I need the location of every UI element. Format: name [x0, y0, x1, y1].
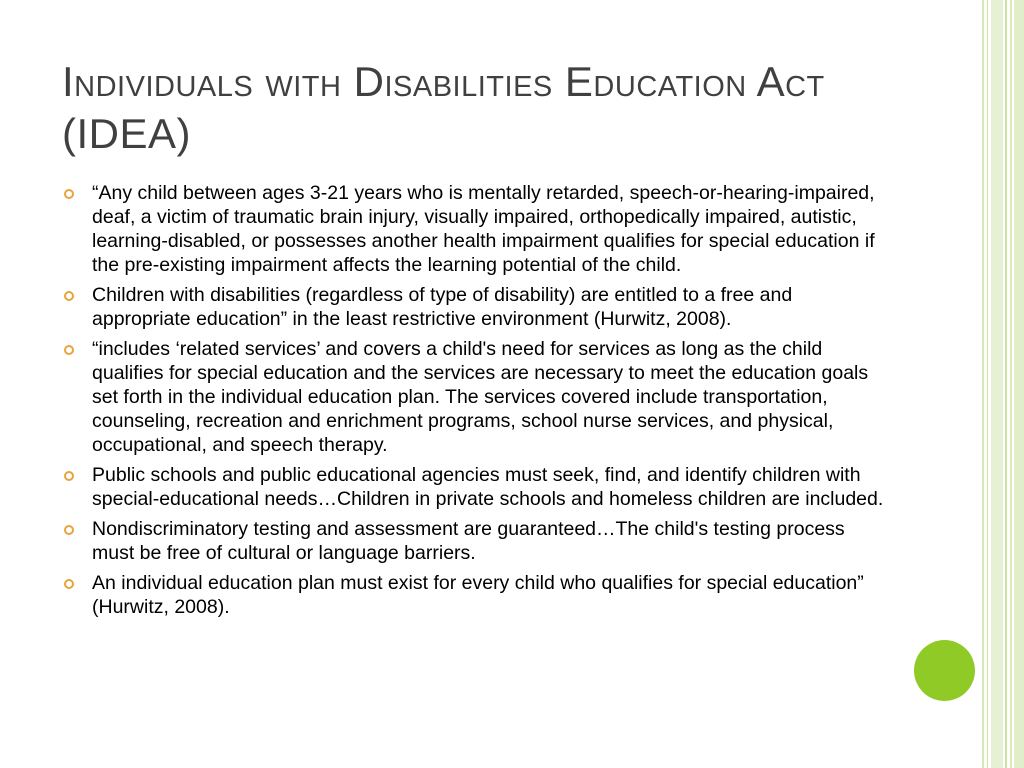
- stripe: [987, 0, 988, 768]
- bullet-item: [62, 337, 892, 457]
- stripe: [1005, 0, 1007, 768]
- bullet-item: [62, 181, 892, 277]
- bullet-text: Children with disabilities (regardless of type of disability) are entitled to a free and appropriate education” in the least restrictive environment (Hurwitz, 2008).: [92, 284, 793, 330]
- stripe: [1014, 0, 1024, 768]
- ring-bullet-icon: [64, 579, 74, 589]
- ring-bullet-icon: [64, 471, 74, 481]
- green-circle-icon: [914, 640, 975, 701]
- stripe: [982, 0, 984, 768]
- ring-bullet-icon: [64, 291, 74, 301]
- ring-bullet-icon: [64, 345, 74, 355]
- stripe: [1010, 0, 1012, 768]
- ring-bullet-icon: [64, 189, 74, 199]
- bullet-list: [62, 181, 892, 625]
- bullet-item: [62, 517, 892, 565]
- bullet-text: Nondiscriminatory testing and assessment are guaranteed…The child's testing process must be free of cultural or language barriers.: [92, 518, 845, 564]
- bullet-text: “Any child between ages 3-21 years who is mentally retarded, speech-or-hearing-impaired, deaf, a victim of traumatic brain injury, visually impaired, orthopedically impaired, autistic, learning-disabled, or possesses another health impairment qualifies for special education if the pre-existing impairment affects the learning potential of the child.: [92, 182, 875, 276]
- bullet-text: An individual education plan must exist for every child who qualifies for special education” (Hurwitz, 2008).: [92, 572, 864, 618]
- stripe: [991, 0, 1003, 768]
- decorative-stripes: [982, 0, 1024, 768]
- bullet-item: [62, 571, 892, 619]
- bullet-item: [62, 463, 892, 511]
- ring-bullet-icon: [64, 525, 74, 535]
- slide-title: Individuals with Disabilities Education Act (IDEA): [62, 58, 825, 157]
- bullet-item: [62, 283, 892, 331]
- bullet-text: Public schools and public educational agencies must seek, find, and identify children with special-educational needs…Children in private schools and homeless children are included.: [92, 464, 884, 510]
- bullet-text: “includes ‘related services’ and covers a child's need for services as long as the child qualifies for special education and the services are necessary to meet the education goals set forth in the individual education plan. The services covered include transportation, counseling, recreation and enrichment programs, school nurse services, and physical, occupational, and speech therapy.: [92, 338, 869, 456]
